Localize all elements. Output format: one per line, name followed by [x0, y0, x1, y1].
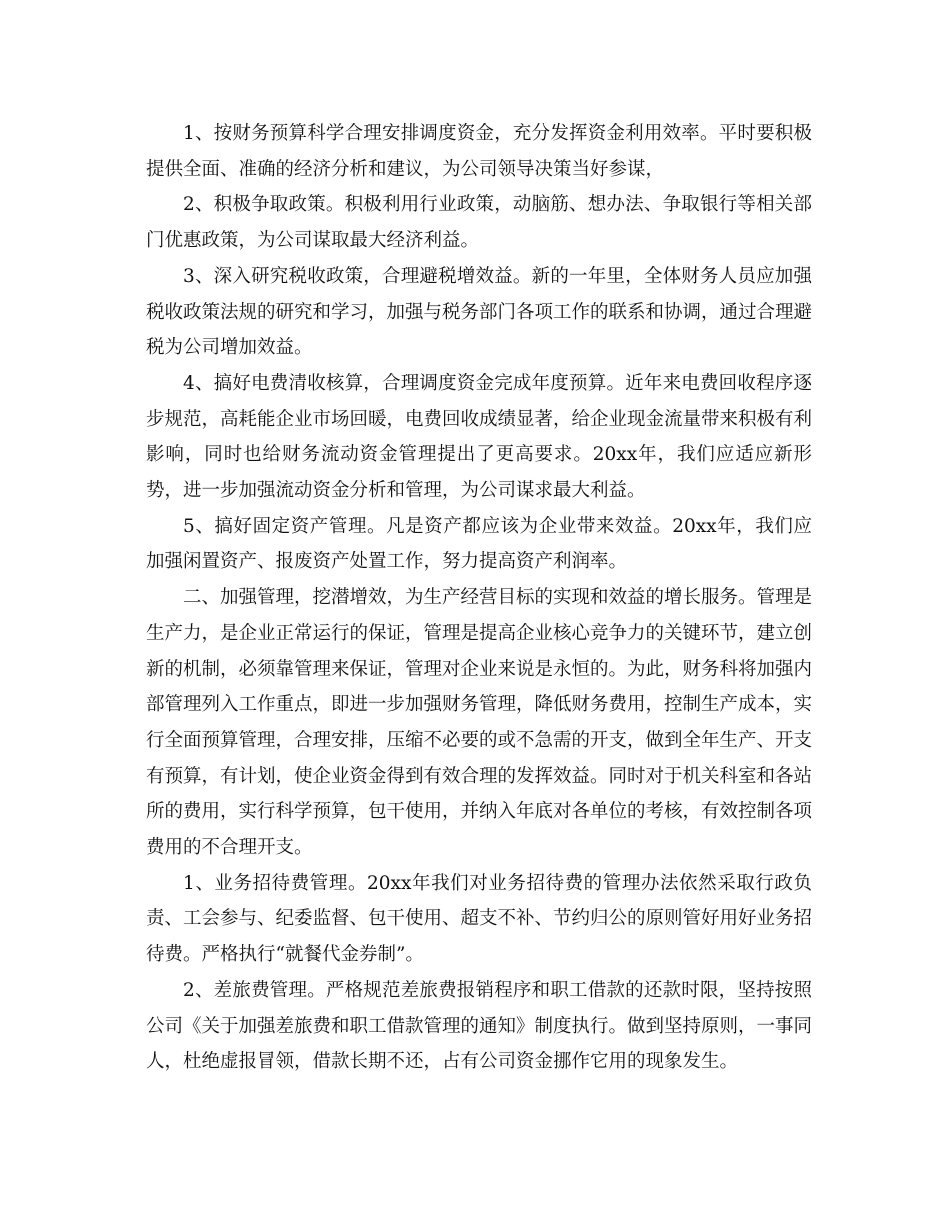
paragraph-management: 二、加强管理，挖潜增效，为生产经营目标的实现和效益的增长服务。管理是生产力，是企业正常运行的保证，管理是提高企业核心竞争力的关键环节，建立创新的机制，必须靠管理来保证，管理对企业来说是永恒的。为此，财务科将加强内部管理列入工作重点，即进一步加强财务管理，降低财务费用，控制生产成本，实行全面预算管理，合理安排，压缩不必要的或不急需的开支，做到全年生产、开支有预算，有计划，使企业资金得到有效合理的发挥效益。同时对于机关科室和各站所的费用，实行科学预算，包干使用，并纳入年底对各单位的考核，有效控制各项费用的不合理开支。 [146, 587, 813, 859]
document-body [146, 116, 812, 1080]
paragraph-electricity-fee: 4、搞好电费清收核算，合理调度资金完成年度预算。近年来电费回收程序逐步规范，高耗能企业市场回暖，电费回收成绩显著，给企业现金流量带来积极有利影响，同时也给财务流动资金管理提出了更高要求。20xx年，我们应适应新形势，进一步加强流动资金分析和管理，为公司谋求最大利益。 [146, 372, 813, 502]
paragraph-policy: 2、积极争取政策。积极利用行业政策，动脑筋、想办法、争取银行等相关部门优惠政策，为公司谋取最大经济利益。 [146, 194, 812, 252]
paragraph-travel-fee: 2、差旅费管理。严格规范差旅费报销程序和职工借款的还款时限，坚持按照公司《关于加强差旅费和职工借款管理的通知》制度执行。做到坚持原则，一事同人，杜绝虚报冒领，借款长期不还，占有公司资金挪作它用的现象发生。 [146, 979, 813, 1073]
paragraph-tax: 3、深入研究税收政策，合理避税增效益。新的一年里，全体财务人员应加强税收政策法规的研究和学习，加强与税务部门各项工作的联系和协调，通过合理避税为公司增加效益。 [146, 265, 813, 359]
paragraph-entertainment-fee: 1、业务招待费管理。20xx年我们对业务招待费的管理办法依然采取行政负责、工会参与、纪委监督、包干使用、超支不补、节约归公的原则管好用好业务招待费。严格执行“就餐代金券制”。 [146, 872, 813, 966]
paragraph-fixed-assets: 5、搞好固定资产管理。凡是资产都应该为企业带来效益。20xx年，我们应加强闲置资产、报废资产处置工作，努力提高资产利润率。 [146, 515, 812, 573]
paragraph-funds-scheduling: 1、按财务预算科学合理安排调度资金，充分发挥资金利用效率。平时要积极提供全面、准确的经济分析和建议，为公司领导决策当好参谋， [146, 123, 812, 180]
